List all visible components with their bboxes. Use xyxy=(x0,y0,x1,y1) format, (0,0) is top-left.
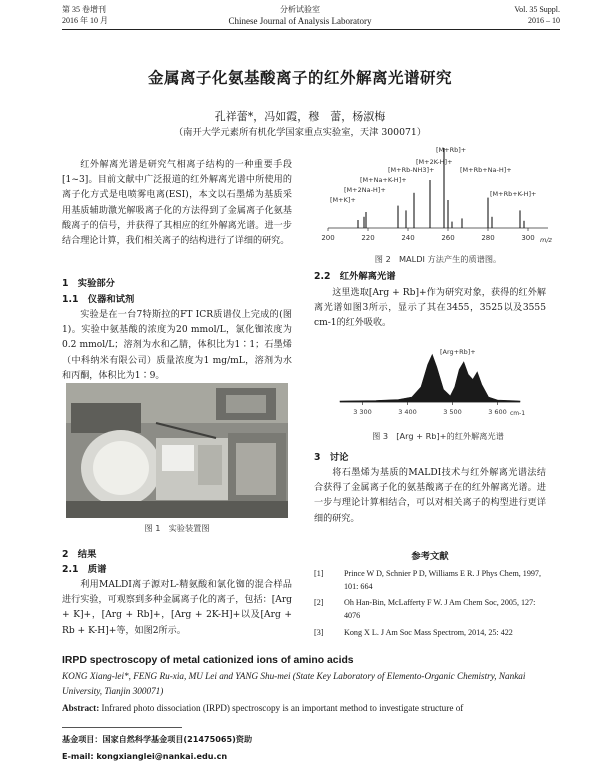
section-2-2-text: 这里选取[Arg + Rb]+作为研究对象，获得的红外解离光谱如图3所示，显示了其在3455，3525以及3555 cm-1的红外吸收。 xyxy=(314,288,546,329)
year-month: 2016 – 10 xyxy=(528,16,560,25)
header-rule xyxy=(62,29,560,30)
ms-x-unit: m/z xyxy=(540,236,552,244)
reference-text: Prince W D, Schnier P D, Williams E R. J Phys Chem, 1997, 101: 664 xyxy=(344,569,541,591)
reference-number: [3] xyxy=(314,628,324,637)
ms-x-tick-label: 200 xyxy=(321,234,335,242)
issue-date: 2016 年 10 月 xyxy=(62,16,108,25)
abstract-label: Abstract: xyxy=(62,703,100,713)
section-1-1-heading: 1.1 仪器和试剂 xyxy=(62,294,135,305)
reference-text: Oh Han-Bin, McLafferty F W. J Am Chem Soc, 2005, 127: 4076 xyxy=(344,598,536,620)
ms-x-tick-label: 300 xyxy=(521,234,535,242)
footnote-rule xyxy=(62,727,182,728)
figure-2-mass-spectrum xyxy=(318,140,558,250)
abstract-text: Infrared photo dissociation (IRPD) spectroscopy is an important method to investigate structure of xyxy=(99,703,464,713)
email-footnote xyxy=(62,751,227,761)
figure-3-ir-spectrum xyxy=(330,340,530,425)
ms-label-2k: [M+2K-H]+ xyxy=(416,158,453,166)
english-title: IRPD spectroscopy of metal cationized ions of amino acids xyxy=(62,655,354,666)
figure-2-caption: 图 2 MALDI 方法产生的质谱图。 xyxy=(374,254,502,264)
email-text: E-mail: kongxianglei@nankai.edu.cn xyxy=(62,751,228,761)
section-2-heading: 2 结果 xyxy=(62,549,97,560)
ir-x-unit: cm-1 xyxy=(510,410,526,417)
section-1-heading: 1 实验部分 xyxy=(62,278,115,289)
authors: 孔祥蕾*，冯如霞，穆 蕾，杨淑梅 xyxy=(214,110,386,123)
intro-paragraph: 红外解离光谱是研究气相离子结构的一种重要手段[1~3]。目前文献中广泛报道的红外解离光谱中所使用的离子化方式是电喷雾电离(ESI)，本文以石墨烯为基质采用基质辅助激光解吸离子化的方法得到了金属离子化氨基酸离子的信号，并获得了其相应的红外解离光谱。进一步结合理论计算，我们相关离子的结构进行了详细的研究。 xyxy=(62,160,292,247)
figure-3-caption: 图 3 [Arg + Rb]+的红外解离光谱 xyxy=(372,431,504,441)
reference-text: Kong X L. J Am Soc Mass Spectrom, 2014, 25: 422 xyxy=(344,628,513,637)
ir-series-line xyxy=(340,355,520,403)
reference-number: [2] xyxy=(314,598,324,607)
ms-label-2na: [M+2Na-H]+ xyxy=(344,186,386,194)
ms-label-nh3: [M+Rb-NH3]+ xyxy=(388,166,435,174)
section-1-1-text: 实验是在一台7特斯拉的FT ICR质谱仪上完成的(图1)。实验中氨基酸的浓度为20 mmol/L，氯化铷浓度为0.2 mmol/L；溶剂为水和乙腈，体积比为1∶1；石墨烯（中科纳米有限公司）质量浓度为1 mg/mL，溶剂为水和丙酮，体积比为1∶9。 xyxy=(62,310,292,381)
ms-label-rb: [M+Rb]+ xyxy=(436,146,467,154)
section-3-heading: 3 讨论 xyxy=(314,452,349,463)
ms-label-nak: [M+Na+K-H]+ xyxy=(360,176,407,184)
section-2-1-text: 利用MALDI离子源对L-精氨酸和氯化铷的混合样品进行实验，可观察到多种金属离子化的离子，包括：[Arg + K]+，[Arg + Rb]+，[Arg + 2K-H]+以及[Arg + Rb + K-H]+等，如图2所示。 xyxy=(62,580,292,636)
reference-number: [1] xyxy=(314,569,324,578)
english-authors xyxy=(62,669,546,699)
section-2-1-heading: 2.1 质谱 xyxy=(62,564,107,575)
section-2-2-heading: 2.2 红外解离光谱 xyxy=(314,271,396,282)
journal-name-cn: 分析试验室 xyxy=(280,5,320,14)
reference-1 xyxy=(314,567,546,593)
ir-series-label: [Arg+Rb]+ xyxy=(440,348,476,356)
ms-x-tick-label: 240 xyxy=(401,234,415,242)
english-authors-text: KONG Xiang-lei*, FENG Ru-xia, MU Lei and YANG Shu-mei (State Key Laboratory of Elemento-Organic Chemistry, Nankai University, Tianjin 300071) xyxy=(62,671,526,696)
ir-x-tick-label: 3 600 xyxy=(488,408,507,416)
figure-1-caption: 图 1 实验装置图 xyxy=(144,523,210,533)
apparatus-photo xyxy=(66,383,288,518)
reference-3 xyxy=(314,626,546,640)
ms-x-tick-label: 260 xyxy=(441,234,455,242)
references-heading: 参考文献 xyxy=(411,551,449,562)
affiliation: （南开大学元素所有机化学国家重点实验室，天津 300071） xyxy=(173,127,427,138)
ms-x-tick-label: 280 xyxy=(481,234,495,242)
ms-label-rbna: [M+Rb+Na-H]+ xyxy=(460,166,512,174)
reference-2 xyxy=(314,596,546,622)
section-3-text: 将石墨烯为基质的MALDI技术与红外解离光谱法结合获得了金属离子化的氨基酸离子在的红外解离光谱。进一步与理论计算相结合，可以对相关离子的构型进行更详细的研究。 xyxy=(314,468,546,524)
vol-suppl: Vol. 35 Suppl. xyxy=(514,5,560,14)
paper-title: 金属离子化氨基酸离子的红外解离光谱研究 xyxy=(147,69,452,87)
ms-label-rbk: [M+Rb+K-H]+ xyxy=(490,190,537,198)
journal-name-en: Chinese Journal of Analysis Laboratory xyxy=(228,16,372,26)
english-abstract xyxy=(62,701,546,716)
ms-x-tick-label: 220 xyxy=(361,234,375,242)
fund-footnote: 基金项目：国家自然科学基金项目(21475065)资助 xyxy=(62,734,253,744)
volume-info: 第 35 卷增刊 xyxy=(62,5,106,14)
ir-x-tick-label: 3 500 xyxy=(443,408,462,416)
ms-label-k: [M+K]+ xyxy=(330,196,356,204)
ir-x-tick-label: 3 400 xyxy=(398,408,417,416)
ir-x-tick-label: 3 300 xyxy=(353,408,372,416)
